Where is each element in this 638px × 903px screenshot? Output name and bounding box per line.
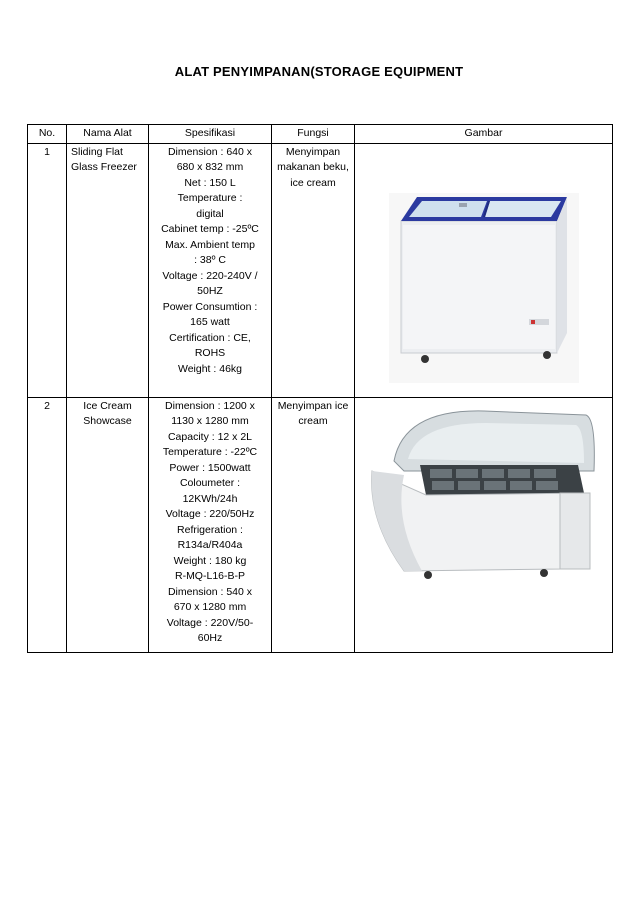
table-row bbox=[28, 397, 613, 652]
equipment-function: Menyimpan makanan beku, ice cream bbox=[272, 143, 355, 397]
header-spesifikasi: Spesifikasi bbox=[149, 125, 272, 144]
header-fungsi: Fungsi bbox=[272, 125, 355, 144]
header-nama-alat: Nama Alat bbox=[67, 125, 149, 144]
row-number: 2 bbox=[28, 397, 67, 652]
spec-line: Voltage : 220V/50- bbox=[166, 616, 254, 629]
table-header-row bbox=[28, 125, 613, 144]
spec-line: Refrigeration : bbox=[177, 523, 243, 536]
spec-line: 680 x 832 mm bbox=[176, 161, 244, 173]
spec-line: Certification : CE, bbox=[169, 331, 251, 344]
spec-line: Voltage : 220-240V / bbox=[162, 269, 258, 282]
spec-line: 50HZ bbox=[197, 285, 223, 297]
equipment-function: Menyimpan ice cream bbox=[272, 397, 355, 652]
spec-line: Dimension : 540 x bbox=[167, 585, 253, 598]
spec-line: Net : 150 L bbox=[184, 176, 236, 189]
document-title: ALAT PENYIMPANAN(STORAGE EQUIPMENT bbox=[174, 64, 464, 79]
sliding-glass-freezer-photo bbox=[389, 193, 579, 383]
header-no: No. bbox=[28, 125, 67, 144]
equipment-image-cell bbox=[355, 397, 613, 652]
equipment-specs bbox=[149, 397, 272, 652]
equipment-specs bbox=[149, 143, 272, 397]
row-number: 1 bbox=[28, 143, 67, 397]
spec-line: 12KWh/24h bbox=[182, 492, 238, 505]
spec-line: Voltage : 220/50Hz bbox=[165, 508, 255, 520]
spec-line: Power Consumtion : bbox=[162, 300, 258, 313]
header-gambar: Gambar bbox=[355, 125, 613, 144]
spec-line: R134a/R404a bbox=[177, 539, 243, 551]
equipment-table bbox=[27, 124, 613, 653]
spec-line: 670 x 1280 mm bbox=[173, 601, 247, 613]
ice-cream-showcase-photo bbox=[364, 401, 604, 587]
spec-line: Dimension : 1200 x bbox=[165, 399, 255, 412]
spec-line: Cabinet temp : -25ºC bbox=[161, 223, 259, 235]
spec-line: Capacity : 12 x 2L bbox=[167, 430, 253, 443]
spec-line: 1130 x 1280 mm bbox=[171, 415, 249, 427]
spec-line: Max. Ambient temp bbox=[165, 238, 255, 251]
equipment-image-cell bbox=[355, 143, 613, 397]
spec-line: digital bbox=[196, 207, 224, 220]
equipment-name: Ice Cream Showcase bbox=[67, 397, 149, 652]
equipment-name: Sliding Flat Glass Freezer bbox=[67, 143, 149, 397]
spec-line: ROHS bbox=[194, 347, 226, 359]
spec-line: Temperature : -22ºC bbox=[162, 446, 258, 458]
spec-line: Coloumeter : bbox=[179, 477, 241, 489]
spec-line: Temperature : bbox=[177, 192, 243, 204]
spec-line: R-MQ-L16-B-P bbox=[174, 570, 245, 582]
spec-line: : 38º C bbox=[194, 254, 226, 266]
spec-line: Weight : 180 kg bbox=[173, 554, 247, 567]
table-row bbox=[28, 143, 613, 397]
spec-line: Dimension : 640 x bbox=[167, 145, 253, 158]
spec-line: 165 watt bbox=[190, 316, 230, 328]
spec-line: 60Hz bbox=[197, 632, 223, 644]
spec-line: Weight : 46kg bbox=[177, 362, 242, 375]
spec-line: Power : 1500watt bbox=[169, 461, 251, 474]
